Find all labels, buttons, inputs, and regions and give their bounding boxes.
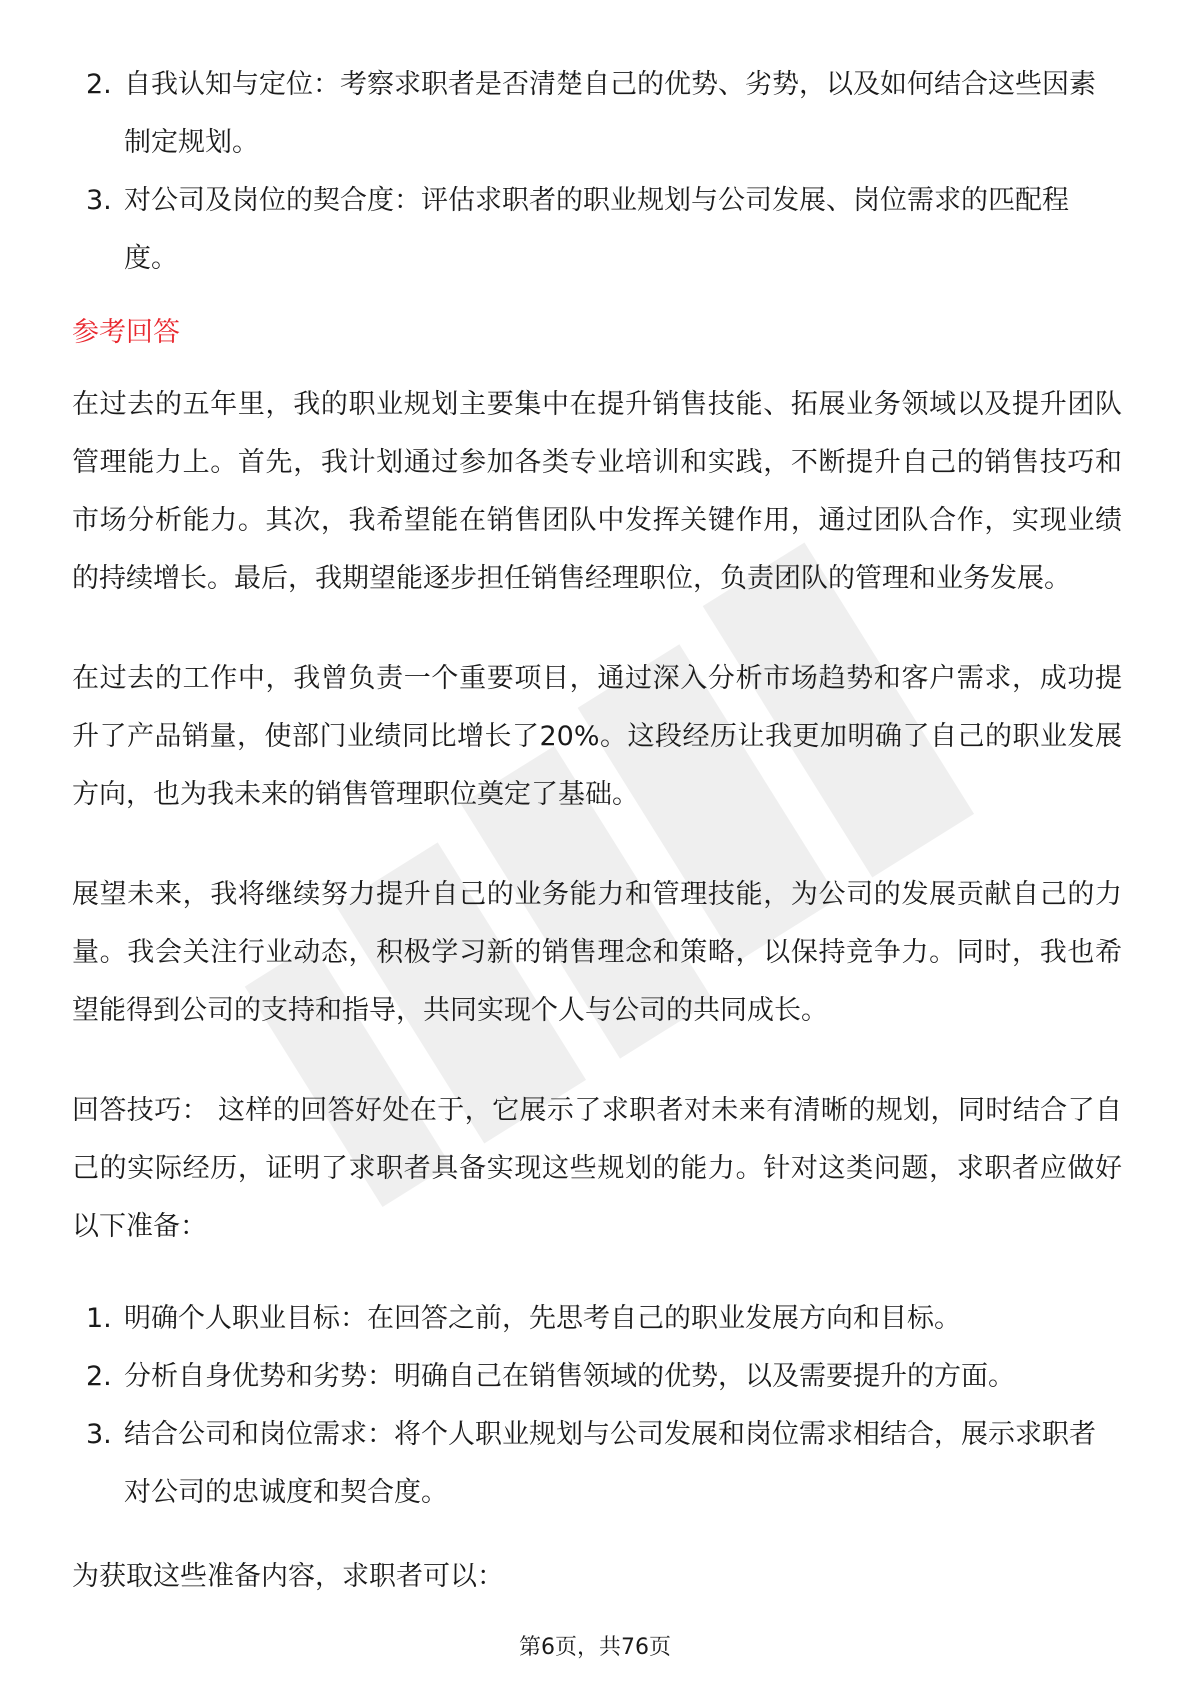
list-text: 结合公司和岗位需求：将个人职业规划与公司发展和岗位需求相结合，展示求职者对公司的忠诚度和契合度。 [124,1419,1096,1508]
list-item [72,1290,1122,1348]
tips-intro-paragraph: 回答技巧： 这样的回答好处在于，它展示了求职者对未来有清晰的规划，同时结合了自己的实际经历，证明了求职者具备实现这些规划的能力。针对这类问题，求职者应做好以下准备： [72,1095,1122,1242]
list-text: 分析自身优势和劣势：明确自己在销售领域的优势，以及需要提升的方面。 [124,1361,1015,1392]
list-item [72,56,1122,172]
content-area [72,56,1122,1648]
list-item [72,1406,1122,1522]
answer-paragraph: 在过去的工作中，我曾负责一个重要项目，通过深入分析市场趋势和客户需求，成功提升了产品销量，使部门业绩同比增长了20%。这段经历让我更加明确了自己的职业发展方向，也为我未来的销售管理职位奠定了基础。 [72,663,1122,810]
list-item [72,1348,1122,1406]
list-number: 3. [86,1419,112,1450]
list-number: 2. [86,1361,112,1392]
answer-paragraph: 在过去的五年里，我的职业规划主要集中在提升销售技能、拓展业务领域以及提升团队管理能力上。首先，我计划通过参加各类专业培训和实践，不断提升自己的销售技巧和市场分析能力。其次，我希望能在销售团队中发挥关键作用，通过团队合作，实现业绩的持续增长。最后，我期望能逐步担任销售经理职位，负责团队的管理和业务发展。 [72,389,1122,594]
tips-list [72,1290,1122,1522]
closing-line: 为获取这些准备内容，求职者可以： [72,1561,504,1592]
section-heading: 参考回答 [72,317,180,348]
list-number: 3. [86,185,112,216]
list-number: 2. [86,69,112,100]
list-text: 对公司及岗位的契合度：评估求职者的职业规划与公司发展、岗位需求的匹配程度。 [124,185,1069,274]
list-text: 明确个人职业目标：在回答之前，先思考自己的职业发展方向和目标。 [124,1303,961,1334]
list-number: 1. [86,1303,112,1334]
answer-paragraph: 展望未来，我将继续努力提升自己的业务能力和管理技能，为公司的发展贡献自己的力量。我会关注行业动态，积极学习新的销售理念和策略，以保持竞争力。同时，我也希望能得到公司的支持和指导，共同实现个人与公司的共同成长。 [72,879,1122,1026]
list-item [72,172,1122,288]
list-text: 自我认知与定位：考察求职者是否清楚自己的优势、劣势，以及如何结合这些因素制定规划。 [124,69,1096,158]
page-footer: 第6页，共76页 [519,1635,671,1660]
intro-list [72,56,1122,288]
